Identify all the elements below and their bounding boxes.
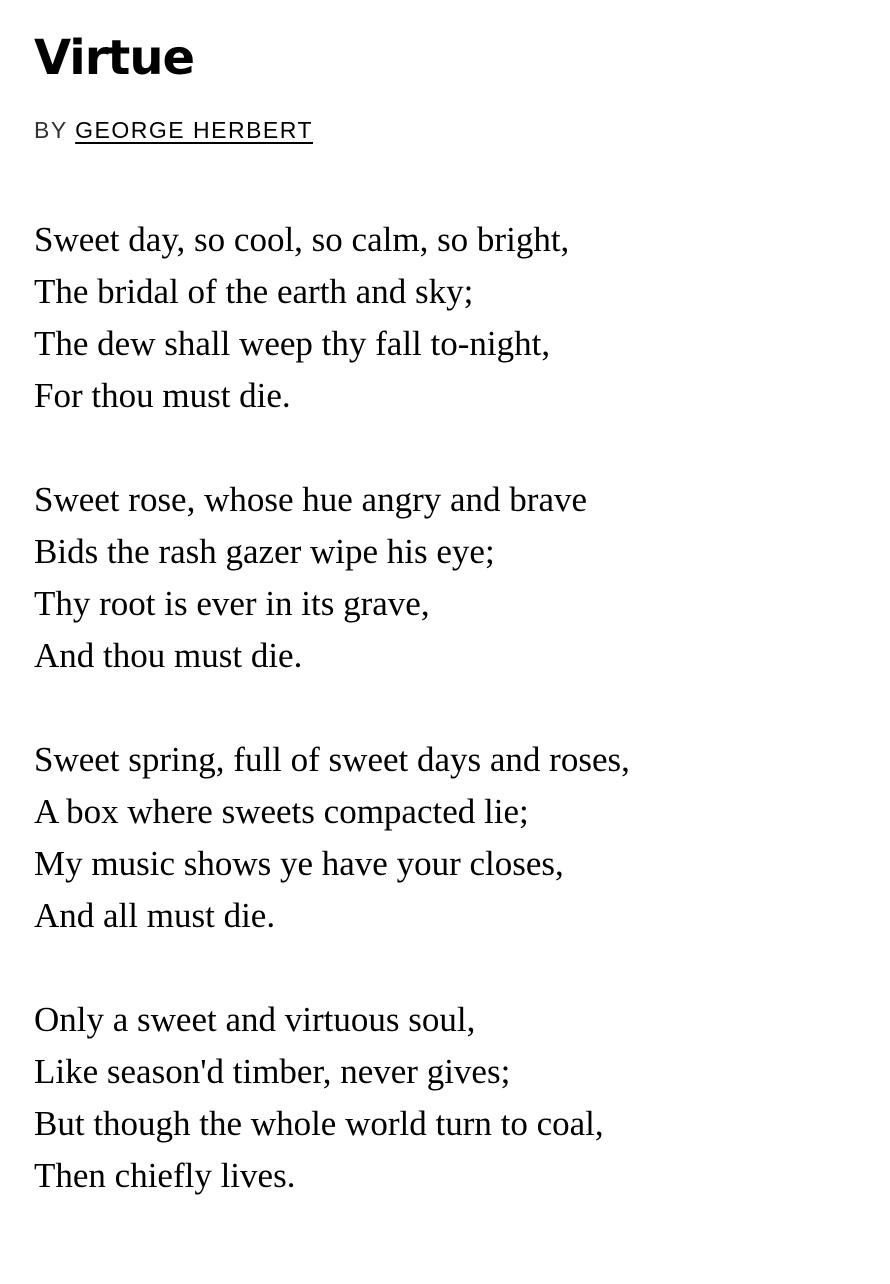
poem-line: Like season'd timber, never gives; xyxy=(34,1052,511,1091)
stanza-2 xyxy=(34,474,874,682)
poem-line: The dew shall weep thy fall to-night, xyxy=(34,324,551,363)
poem-line: The bridal of the earth and sky; xyxy=(34,272,474,311)
author-link[interactable]: GEORGE HERBERT xyxy=(75,117,314,143)
poem-line: Bids the rash gazer wipe his eye; xyxy=(34,532,495,571)
poem-line: Sweet rose, whose hue angry and brave xyxy=(34,480,588,519)
poem-page xyxy=(34,0,874,1254)
stanza-4 xyxy=(34,994,874,1202)
poem-line: And thou must die. xyxy=(34,636,303,675)
poem-line: Only a sweet and virtuous soul, xyxy=(34,1000,476,1039)
stanza-3 xyxy=(34,734,874,942)
poem-body xyxy=(34,214,874,1202)
byline xyxy=(34,116,874,144)
poem-line: But though the whole world turn to coal, xyxy=(34,1104,604,1143)
byline-prefix: BY xyxy=(34,117,68,143)
poem-line: My music shows ye have your closes, xyxy=(34,844,564,883)
poem-line: For thou must die. xyxy=(34,376,291,415)
poem-line: Then chiefly lives. xyxy=(34,1156,296,1195)
poem-line: Thy root is ever in its grave, xyxy=(34,584,430,623)
poem-line: And all must die. xyxy=(34,896,276,935)
poem-line: Sweet spring, full of sweet days and roses, xyxy=(34,740,630,779)
poem-line: Sweet day, so cool, so calm, so bright, xyxy=(34,220,570,259)
poem-line: A box where sweets compacted lie; xyxy=(34,792,529,831)
poem-title: Virtue xyxy=(34,30,195,86)
stanza-1 xyxy=(34,214,874,422)
